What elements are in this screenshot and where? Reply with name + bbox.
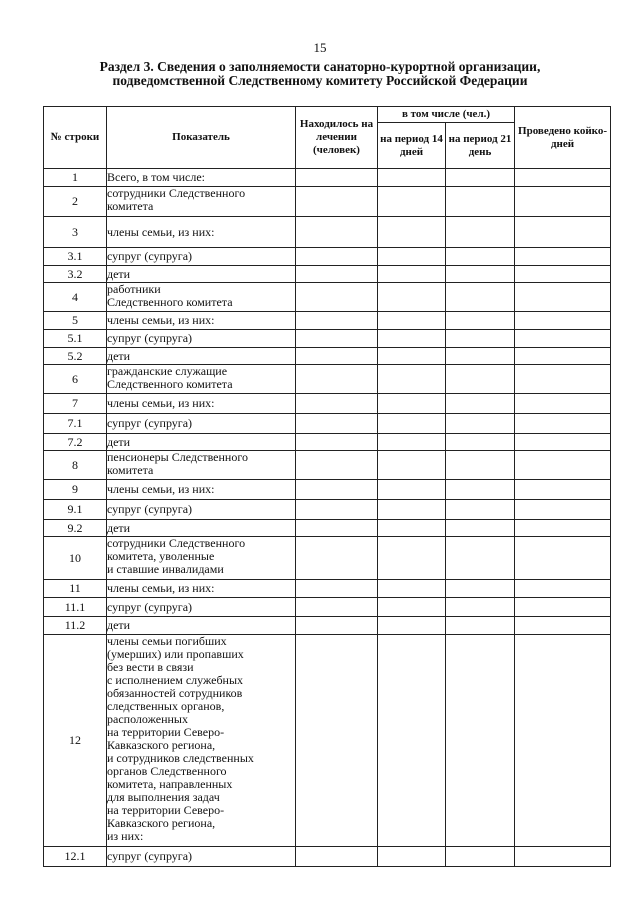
row-number: 3 bbox=[44, 217, 107, 248]
bed-days-cell bbox=[515, 217, 611, 248]
treated-cell bbox=[296, 451, 378, 480]
period-21-cell bbox=[446, 414, 515, 434]
treated-cell bbox=[296, 598, 378, 617]
row-indicator: члены семьи погибших (умерших) или пропавших без вести в связи с исполнением служебных обязанностей сотрудников следственных органов, расположенных на территории Северо- Кавказского региона, и сотрудников следственных органов Следственного комитета, направленных для выполнения задач на территории Северо- Кавказского региона, из них: bbox=[107, 635, 296, 847]
treated-cell bbox=[296, 617, 378, 635]
row-number: 3.2 bbox=[44, 266, 107, 283]
period-14-cell bbox=[378, 217, 446, 248]
row-indicator: члены семьи, из них: bbox=[107, 394, 296, 414]
row-number: 4 bbox=[44, 283, 107, 312]
header-treated: Находилось на лечении (человек) bbox=[296, 107, 378, 169]
bed-days-cell bbox=[515, 365, 611, 394]
header-period-21: на период 21 день bbox=[446, 123, 515, 169]
bed-days-cell bbox=[515, 434, 611, 451]
table-row bbox=[44, 598, 611, 617]
row-number: 5.2 bbox=[44, 348, 107, 365]
period-14-cell bbox=[378, 348, 446, 365]
page-number: 15 bbox=[313, 40, 327, 55]
table-row bbox=[44, 480, 611, 500]
table-row bbox=[44, 434, 611, 451]
bed-days-cell bbox=[515, 847, 611, 867]
period-14-cell bbox=[378, 635, 446, 847]
row-number: 9.1 bbox=[44, 500, 107, 520]
table-row bbox=[44, 248, 611, 266]
row-indicator: Всего, в том числе: bbox=[107, 169, 296, 187]
row-number: 1 bbox=[44, 169, 107, 187]
period-21-cell bbox=[446, 217, 515, 248]
row-indicator: супруг (супруга) bbox=[107, 248, 296, 266]
treated-cell bbox=[296, 365, 378, 394]
period-21-cell bbox=[446, 537, 515, 580]
period-21-cell bbox=[446, 248, 515, 266]
title-line-2: подведомственной Следственному комитету Российской Федерации bbox=[112, 73, 528, 88]
period-21-cell bbox=[446, 617, 515, 635]
table-row bbox=[44, 217, 611, 248]
period-14-cell bbox=[378, 248, 446, 266]
period-21-cell bbox=[446, 520, 515, 537]
bed-days-cell bbox=[515, 580, 611, 598]
period-14-cell bbox=[378, 283, 446, 312]
row-indicator: супруг (супруга) bbox=[107, 330, 296, 348]
row-indicator: гражданские служащие Следственного комитета bbox=[107, 365, 296, 394]
table-row bbox=[44, 348, 611, 365]
period-14-cell bbox=[378, 480, 446, 500]
table-row bbox=[44, 635, 611, 847]
bed-days-cell bbox=[515, 330, 611, 348]
treated-cell bbox=[296, 520, 378, 537]
treated-cell bbox=[296, 434, 378, 451]
row-number: 11 bbox=[44, 580, 107, 598]
period-14-cell bbox=[378, 500, 446, 520]
treated-cell bbox=[296, 537, 378, 580]
treated-cell bbox=[296, 312, 378, 330]
period-14-cell bbox=[378, 169, 446, 187]
bed-days-cell bbox=[515, 598, 611, 617]
table-row bbox=[44, 451, 611, 480]
bed-days-cell bbox=[515, 414, 611, 434]
row-number: 3.1 bbox=[44, 248, 107, 266]
period-14-cell bbox=[378, 414, 446, 434]
bed-days-cell bbox=[515, 480, 611, 500]
table-body bbox=[44, 169, 611, 867]
row-indicator: члены семьи, из них: bbox=[107, 312, 296, 330]
period-21-cell bbox=[446, 394, 515, 414]
treated-cell bbox=[296, 217, 378, 248]
table-row bbox=[44, 520, 611, 537]
table-header bbox=[44, 107, 611, 169]
period-21-cell bbox=[446, 598, 515, 617]
treated-cell bbox=[296, 283, 378, 312]
bed-days-cell bbox=[515, 348, 611, 365]
bed-days-cell bbox=[515, 283, 611, 312]
period-21-cell bbox=[446, 500, 515, 520]
period-21-cell bbox=[446, 635, 515, 847]
period-21-cell bbox=[446, 580, 515, 598]
bed-days-cell bbox=[515, 248, 611, 266]
table-row bbox=[44, 537, 611, 580]
period-14-cell bbox=[378, 187, 446, 217]
treated-cell bbox=[296, 580, 378, 598]
occupancy-table bbox=[43, 106, 611, 867]
period-14-cell bbox=[378, 365, 446, 394]
row-indicator: работники Следственного комитета bbox=[107, 283, 296, 312]
period-14-cell bbox=[378, 537, 446, 580]
period-21-cell bbox=[446, 348, 515, 365]
treated-cell bbox=[296, 394, 378, 414]
bed-days-cell bbox=[515, 635, 611, 847]
treated-cell bbox=[296, 635, 378, 847]
table-row bbox=[44, 617, 611, 635]
table-row bbox=[44, 266, 611, 283]
row-indicator: сотрудники Следственного комитета, уволенные и ставшие инвалидами bbox=[107, 537, 296, 580]
bed-days-cell bbox=[515, 312, 611, 330]
period-21-cell bbox=[446, 187, 515, 217]
treated-cell bbox=[296, 187, 378, 217]
period-14-cell bbox=[378, 312, 446, 330]
row-number: 5 bbox=[44, 312, 107, 330]
table-row bbox=[44, 414, 611, 434]
row-number: 11.2 bbox=[44, 617, 107, 635]
bed-days-cell bbox=[515, 500, 611, 520]
row-indicator: супруг (супруга) bbox=[107, 847, 296, 867]
header-including: в том числе (чел.) bbox=[378, 107, 515, 123]
bed-days-cell bbox=[515, 187, 611, 217]
treated-cell bbox=[296, 847, 378, 867]
row-indicator: дети bbox=[107, 520, 296, 537]
row-number: 11.1 bbox=[44, 598, 107, 617]
bed-days-cell bbox=[515, 266, 611, 283]
row-indicator: сотрудники Следственного комитета bbox=[107, 187, 296, 217]
row-number: 2 bbox=[44, 187, 107, 217]
row-indicator: супруг (супруга) bbox=[107, 414, 296, 434]
row-indicator: супруг (супруга) bbox=[107, 598, 296, 617]
period-21-cell bbox=[446, 169, 515, 187]
row-number: 7.1 bbox=[44, 414, 107, 434]
period-14-cell bbox=[378, 394, 446, 414]
period-21-cell bbox=[446, 451, 515, 480]
row-indicator: пенсионеры Следственного комитета bbox=[107, 451, 296, 480]
bed-days-cell bbox=[515, 617, 611, 635]
row-number: 12 bbox=[44, 635, 107, 847]
treated-cell bbox=[296, 414, 378, 434]
treated-cell bbox=[296, 266, 378, 283]
row-number: 7 bbox=[44, 394, 107, 414]
period-14-cell bbox=[378, 266, 446, 283]
period-21-cell bbox=[446, 480, 515, 500]
bed-days-cell bbox=[515, 537, 611, 580]
bed-days-cell bbox=[515, 451, 611, 480]
table-row bbox=[44, 394, 611, 414]
period-14-cell bbox=[378, 598, 446, 617]
section-title bbox=[0, 60, 640, 88]
bed-days-cell bbox=[515, 520, 611, 537]
table-row bbox=[44, 187, 611, 217]
table-row bbox=[44, 500, 611, 520]
table-row bbox=[44, 283, 611, 312]
period-14-cell bbox=[378, 520, 446, 537]
period-21-cell bbox=[446, 847, 515, 867]
period-21-cell bbox=[446, 312, 515, 330]
period-14-cell bbox=[378, 617, 446, 635]
period-14-cell bbox=[378, 451, 446, 480]
row-number: 12.1 bbox=[44, 847, 107, 867]
treated-cell bbox=[296, 480, 378, 500]
bed-days-cell bbox=[515, 394, 611, 414]
period-14-cell bbox=[378, 330, 446, 348]
row-indicator: члены семьи, из них: bbox=[107, 580, 296, 598]
row-indicator: члены семьи, из них: bbox=[107, 217, 296, 248]
bed-days-cell bbox=[515, 169, 611, 187]
row-number: 9.2 bbox=[44, 520, 107, 537]
title-line-1: Раздел 3. Сведения о заполняемости санаторно-курортной организации, bbox=[99, 59, 541, 74]
period-14-cell bbox=[378, 847, 446, 867]
table-row bbox=[44, 330, 611, 348]
row-indicator: супруг (супруга) bbox=[107, 500, 296, 520]
row-number: 9 bbox=[44, 480, 107, 500]
treated-cell bbox=[296, 348, 378, 365]
header-bed-days: Проведено койко-дней bbox=[515, 107, 611, 169]
row-number: 7.2 bbox=[44, 434, 107, 451]
period-21-cell bbox=[446, 330, 515, 348]
row-indicator: дети bbox=[107, 617, 296, 635]
period-21-cell bbox=[446, 283, 515, 312]
treated-cell bbox=[296, 500, 378, 520]
header-row-no: № строки bbox=[44, 107, 107, 169]
table-row bbox=[44, 312, 611, 330]
period-21-cell bbox=[446, 266, 515, 283]
period-14-cell bbox=[378, 580, 446, 598]
period-14-cell bbox=[378, 434, 446, 451]
header-indicator: Показатель bbox=[107, 107, 296, 169]
row-number: 8 bbox=[44, 451, 107, 480]
row-number: 10 bbox=[44, 537, 107, 580]
row-indicator: дети bbox=[107, 348, 296, 365]
treated-cell bbox=[296, 248, 378, 266]
row-number: 5.1 bbox=[44, 330, 107, 348]
row-indicator: дети bbox=[107, 266, 296, 283]
row-indicator: члены семьи, из них: bbox=[107, 480, 296, 500]
table-row bbox=[44, 365, 611, 394]
treated-cell bbox=[296, 330, 378, 348]
table-row bbox=[44, 580, 611, 598]
row-number: 6 bbox=[44, 365, 107, 394]
treated-cell bbox=[296, 169, 378, 187]
table-row bbox=[44, 847, 611, 867]
row-indicator: дети bbox=[107, 434, 296, 451]
header-period-14: на период 14 дней bbox=[378, 123, 446, 169]
period-21-cell bbox=[446, 434, 515, 451]
period-21-cell bbox=[446, 365, 515, 394]
table-row bbox=[44, 169, 611, 187]
